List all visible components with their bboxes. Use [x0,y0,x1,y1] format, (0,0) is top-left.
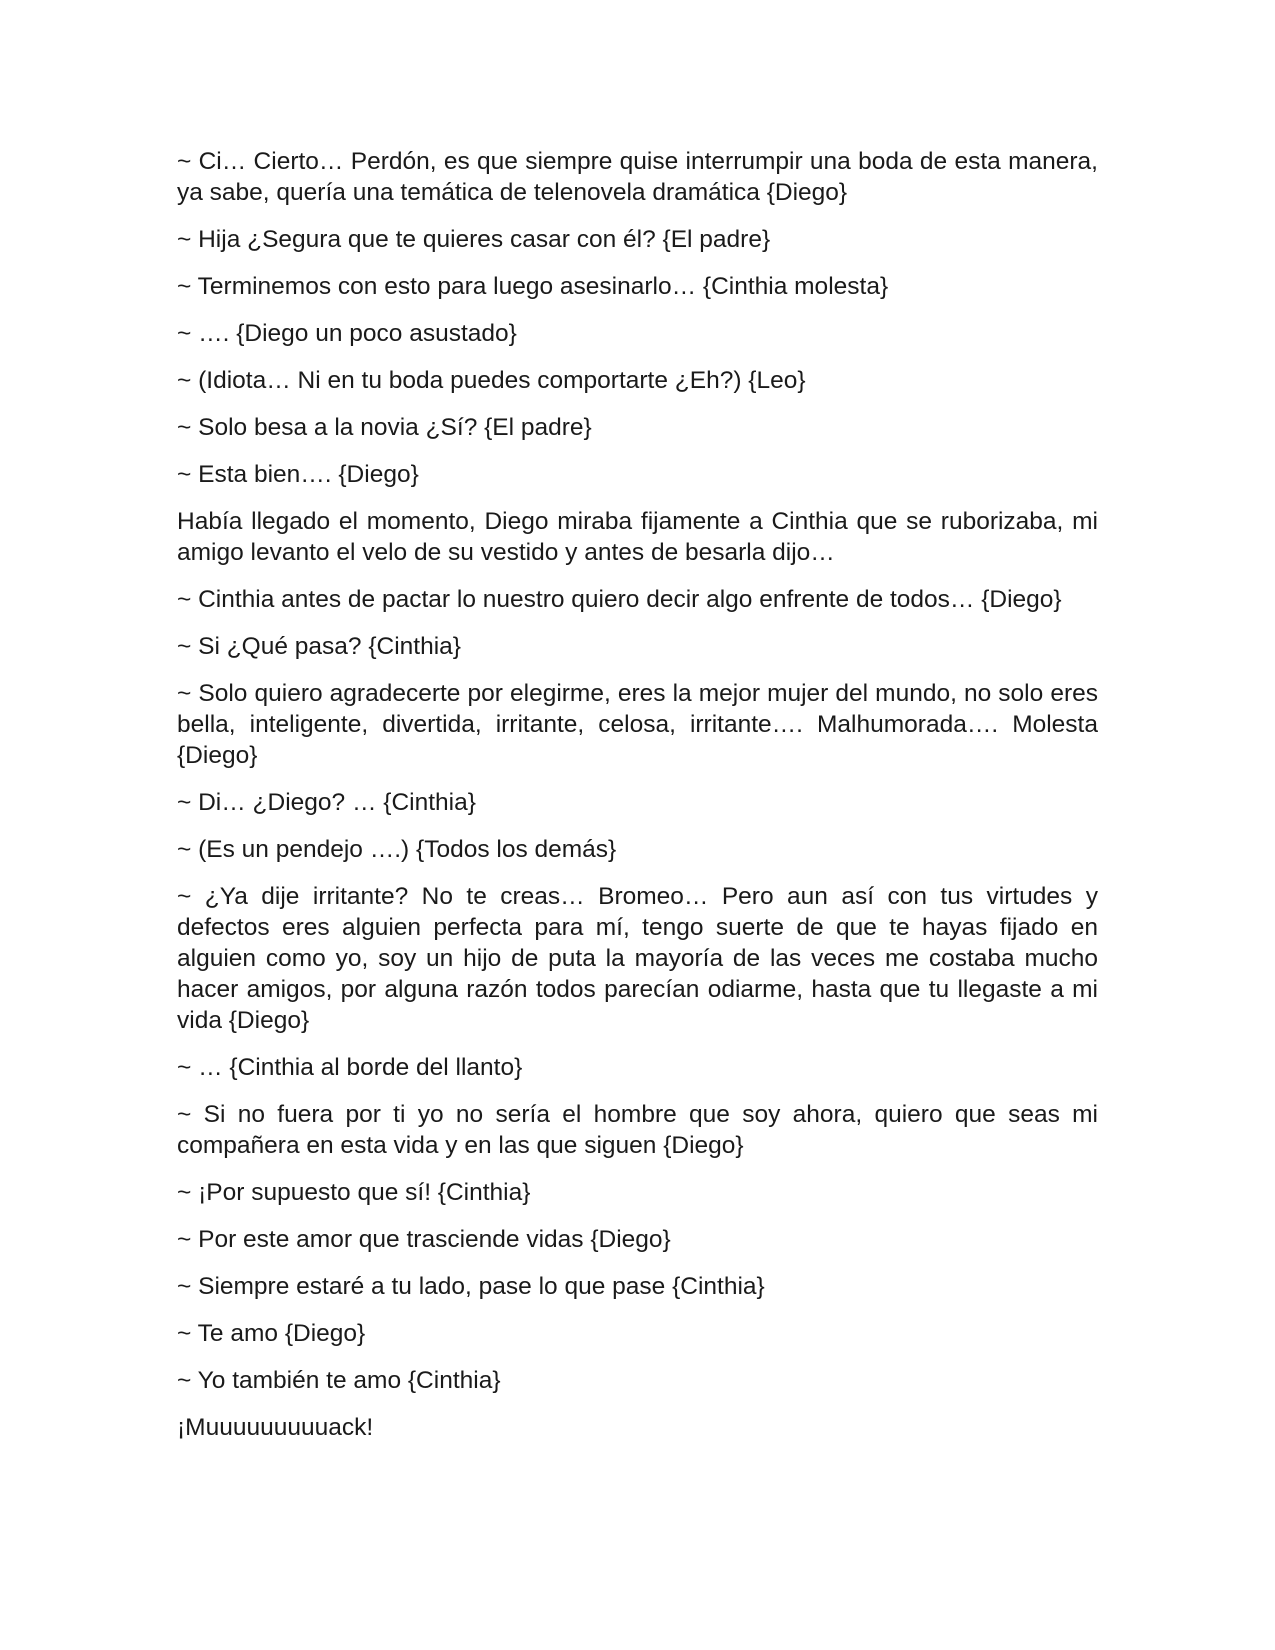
paragraph: ~ Si no fuera por ti yo no sería el hombre que soy ahora, quiero que seas mi compañera en esta vida y en las que siguen {Diego} [177,1101,1098,1159]
paragraph: ~ Solo quiero agradecerte por elegirme, eres la mejor mujer del mundo, no solo eres bella, inteligente, divertida, irritante, celosa, irritante…. Malhumorada…. Molesta {Diego} [177,680,1098,769]
paragraph: ~ (Es un pendejo ….) {Todos los demás} [177,836,617,863]
paragraph: ~ Te amo {Diego} [177,1320,366,1347]
paragraph: ~ Yo también te amo {Cinthia} [177,1367,501,1394]
paragraph: Había llegado el momento, Diego miraba fijamente a Cinthia que se ruborizaba, mi amigo levanto el velo de su vestido y antes de besarla dijo… [177,508,1098,566]
paragraph: ~ Siempre estaré a tu lado, pase lo que pase {Cinthia} [177,1273,765,1300]
paragraph: ~ Terminemos con esto para luego asesinarlo… {Cinthia molesta} [177,273,889,300]
paragraph: ~ ¿Ya dije irritante? No te creas… Bromeo… Pero aun así con tus virtudes y defectos eres alguien perfecta para mí, tengo suerte de que te hayas fijado en alguien como yo, soy un hijo de puta la mayoría de las veces me costaba mucho hacer amigos, por alguna razón todos parecían odiarme, hasta que tu llegaste a mi vida {Diego} [177,883,1098,1034]
paragraph: ~ Solo besa a la novia ¿Sí? {El padre} [177,414,592,441]
paragraph: ~ Di… ¿Diego? … {Cinthia} [177,789,476,816]
paragraph: ¡Muuuuuuuuuack! [177,1414,374,1441]
paragraph: ~ …. {Diego un poco asustado} [177,320,517,347]
paragraph: ~ Cinthia antes de pactar lo nuestro quiero decir algo enfrente de todos… {Diego} [177,586,1062,613]
paragraph: ~ (Idiota… Ni en tu boda puedes comportarte ¿Eh?) {Leo} [177,367,806,394]
paragraph: ~ Ci… Cierto… Perdón, es que siempre quise interrumpir una boda de esta manera, ya sabe, quería una temática de telenovela dramática {Diego} [177,148,1098,206]
paragraph: ~ Por este amor que trasciende vidas {Diego} [177,1226,671,1253]
paragraph: ~ ¡Por supuesto que sí! {Cinthia} [177,1179,531,1206]
paragraph: ~ Hija ¿Segura que te quieres casar con él? {El padre} [177,226,771,253]
paragraph: ~ … {Cinthia al borde del llanto} [177,1054,523,1081]
document-page [177,146,1098,1459]
paragraph: ~ Esta bien…. {Diego} [177,461,419,488]
paragraph: ~ Si ¿Qué pasa? {Cinthia} [177,633,461,660]
